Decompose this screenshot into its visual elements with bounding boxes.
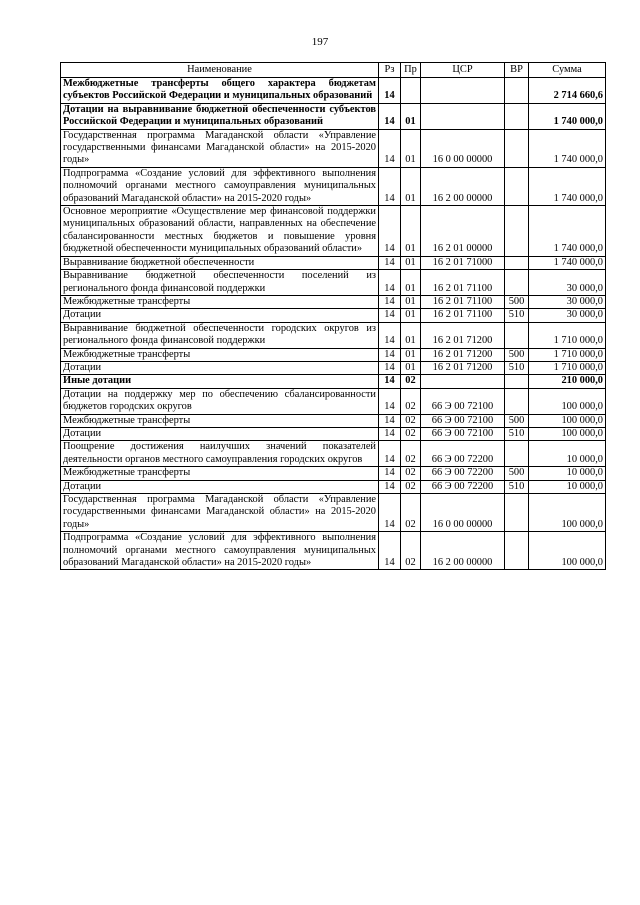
- cell-csr: 16 2 00 00000: [421, 167, 505, 205]
- cell-csr: 16 0 00 00000: [421, 129, 505, 167]
- cell-csr: 66 Э 00 72200: [421, 467, 505, 480]
- table-row: [61, 322, 606, 348]
- table-row: [61, 414, 606, 427]
- cell-sum: 2 714 660,6: [529, 78, 606, 104]
- cell-csr: 66 Э 00 72100: [421, 388, 505, 414]
- cell-vr: 510: [505, 480, 529, 493]
- cell-csr: 16 2 01 71000: [421, 256, 505, 269]
- cell-vr: [505, 167, 529, 205]
- cell-sum: 30 000,0: [529, 309, 606, 322]
- cell-rz: 14: [379, 256, 401, 269]
- table-row: [61, 480, 606, 493]
- cell-sum: 100 000,0: [529, 494, 606, 532]
- cell-pr: 01: [401, 129, 421, 167]
- cell-rz: 14: [379, 322, 401, 348]
- table-row: [61, 494, 606, 532]
- cell-vr: 510: [505, 309, 529, 322]
- cell-rz: 14: [379, 309, 401, 322]
- cell-pr: 01: [401, 270, 421, 296]
- cell-name: Межбюджетные трансферты: [61, 414, 379, 427]
- budget-table: [60, 62, 606, 570]
- cell-name: Дотации: [61, 427, 379, 440]
- cell-name: Выравнивание бюджетной обеспеченности городских округов из регионального фонда финансовой поддержки: [61, 322, 379, 348]
- cell-sum: 10 000,0: [529, 467, 606, 480]
- table-row: [61, 532, 606, 570]
- table-header-row: [61, 63, 606, 78]
- cell-sum: 1 740 000,0: [529, 256, 606, 269]
- cell-rz: 14: [379, 103, 401, 129]
- cell-vr: 510: [505, 427, 529, 440]
- table-row: [61, 361, 606, 374]
- cell-sum: 30 000,0: [529, 270, 606, 296]
- cell-pr: 02: [401, 427, 421, 440]
- cell-name: Межбюджетные трансферты: [61, 348, 379, 361]
- table-row: [61, 206, 606, 257]
- cell-rz: 14: [379, 480, 401, 493]
- cell-vr: [505, 322, 529, 348]
- cell-vr: [505, 441, 529, 467]
- cell-name: Дотации на выравнивание бюджетной обеспеченности субъектов Российской Федерации и муниципальных образований: [61, 103, 379, 129]
- cell-pr: 01: [401, 348, 421, 361]
- table-row: [61, 256, 606, 269]
- cell-pr: 01: [401, 103, 421, 129]
- cell-rz: 14: [379, 467, 401, 480]
- table-row: [61, 103, 606, 129]
- cell-rz: 14: [379, 206, 401, 257]
- cell-rz: 14: [379, 441, 401, 467]
- cell-csr: 66 Э 00 72100: [421, 427, 505, 440]
- table-row: [61, 427, 606, 440]
- cell-name: Иные дотации: [61, 375, 379, 388]
- cell-csr: 66 Э 00 72200: [421, 480, 505, 493]
- table-row: [61, 375, 606, 388]
- cell-pr: 02: [401, 532, 421, 570]
- cell-vr: [505, 375, 529, 388]
- cell-sum: 1 710 000,0: [529, 361, 606, 374]
- cell-name: Дотации: [61, 361, 379, 374]
- cell-csr: 66 Э 00 72200: [421, 441, 505, 467]
- cell-vr: [505, 103, 529, 129]
- table-row: [61, 441, 606, 467]
- cell-pr: 01: [401, 167, 421, 205]
- header-name: Наименование: [61, 63, 379, 78]
- cell-csr: 16 2 00 00000: [421, 532, 505, 570]
- cell-vr: [505, 129, 529, 167]
- cell-csr: 16 2 01 71100: [421, 309, 505, 322]
- cell-name: Подпрограмма «Создание условий для эффективного выполнения полномочий органами местного самоуправления муниципальных образований Магаданской области» на 2015-2020 годы»: [61, 532, 379, 570]
- cell-vr: [505, 206, 529, 257]
- cell-name: Государственная программа Магаданской области «Управление государственными финансами Магаданской области» на 2015-2020 годы»: [61, 129, 379, 167]
- cell-vr: 500: [505, 295, 529, 308]
- cell-rz: 14: [379, 129, 401, 167]
- cell-sum: 1 740 000,0: [529, 167, 606, 205]
- table-row: [61, 167, 606, 205]
- cell-csr: 16 2 01 71200: [421, 348, 505, 361]
- cell-name: Межбюджетные трансферты: [61, 295, 379, 308]
- header-vr: ВР: [505, 63, 529, 78]
- header-pr: Пр: [401, 63, 421, 78]
- cell-sum: 100 000,0: [529, 388, 606, 414]
- cell-rz: 14: [379, 348, 401, 361]
- cell-rz: 14: [379, 427, 401, 440]
- cell-sum: 100 000,0: [529, 414, 606, 427]
- cell-sum: 30 000,0: [529, 295, 606, 308]
- header-sum: Сумма: [529, 63, 606, 78]
- cell-pr: 01: [401, 309, 421, 322]
- cell-name: Выравнивание бюджетной обеспеченности поселений из регионального фонда финансовой поддержки: [61, 270, 379, 296]
- cell-vr: [505, 78, 529, 104]
- cell-csr: 16 2 01 71200: [421, 361, 505, 374]
- table-row: [61, 309, 606, 322]
- cell-vr: [505, 270, 529, 296]
- cell-sum: 1 740 000,0: [529, 103, 606, 129]
- cell-sum: 100 000,0: [529, 532, 606, 570]
- cell-pr: 02: [401, 467, 421, 480]
- cell-rz: 14: [379, 494, 401, 532]
- cell-name: Выравнивание бюджетной обеспеченности: [61, 256, 379, 269]
- cell-sum: 210 000,0: [529, 375, 606, 388]
- cell-vr: 510: [505, 361, 529, 374]
- cell-sum: 1 740 000,0: [529, 206, 606, 257]
- cell-sum: 1 710 000,0: [529, 322, 606, 348]
- cell-pr: 02: [401, 480, 421, 493]
- cell-name: Дотации: [61, 480, 379, 493]
- cell-rz: 14: [379, 78, 401, 104]
- cell-name: Дотации: [61, 309, 379, 322]
- table-row: [61, 467, 606, 480]
- cell-pr: 01: [401, 206, 421, 257]
- cell-csr: [421, 103, 505, 129]
- header-rz: Рз: [379, 63, 401, 78]
- cell-pr: 01: [401, 322, 421, 348]
- table-row: [61, 129, 606, 167]
- cell-sum: 100 000,0: [529, 427, 606, 440]
- cell-rz: 14: [379, 295, 401, 308]
- cell-rz: 14: [379, 532, 401, 570]
- cell-csr: 16 2 01 71100: [421, 270, 505, 296]
- cell-vr: [505, 256, 529, 269]
- cell-pr: 02: [401, 441, 421, 467]
- cell-rz: 14: [379, 167, 401, 205]
- cell-pr: 01: [401, 361, 421, 374]
- cell-vr: 500: [505, 467, 529, 480]
- cell-csr: 16 2 01 71200: [421, 322, 505, 348]
- cell-csr: [421, 375, 505, 388]
- cell-name: Межбюджетные трансферты общего характера бюджетам субъектов Российской Федерации и муниципальных образований: [61, 78, 379, 104]
- cell-rz: 14: [379, 375, 401, 388]
- cell-name: Подпрограмма «Создание условий для эффективного выполнения полномочий органами местного самоуправления муниципальных образований Магаданской области» на 2015-2020 годы»: [61, 167, 379, 205]
- cell-pr: 01: [401, 256, 421, 269]
- cell-csr: 66 Э 00 72100: [421, 414, 505, 427]
- cell-csr: 16 0 00 00000: [421, 494, 505, 532]
- cell-sum: 1 710 000,0: [529, 348, 606, 361]
- cell-vr: 500: [505, 414, 529, 427]
- cell-name: Поощрение достижения наилучших значений показателей деятельности органов местного самоуправления городских округов: [61, 441, 379, 467]
- cell-vr: [505, 388, 529, 414]
- cell-pr: 02: [401, 414, 421, 427]
- cell-sum: 10 000,0: [529, 480, 606, 493]
- cell-csr: 16 2 01 71100: [421, 295, 505, 308]
- table-row: [61, 270, 606, 296]
- cell-rz: 14: [379, 361, 401, 374]
- table-row: [61, 78, 606, 104]
- cell-sum: 1 740 000,0: [529, 129, 606, 167]
- cell-vr: 500: [505, 348, 529, 361]
- cell-name: Основное мероприятие «Осуществление мер финансовой поддержки муниципальных образований области, направленных на обеспечение сбалансированности местных бюджетов и повышение уровня бюджетной обеспеченности муниципальных образований области»: [61, 206, 379, 257]
- header-csr: ЦСР: [421, 63, 505, 78]
- cell-pr: 02: [401, 494, 421, 532]
- cell-name: Государственная программа Магаданской области «Управление государственными финансами Магаданской области» на 2015-2020 годы»: [61, 494, 379, 532]
- cell-vr: [505, 532, 529, 570]
- cell-pr: 02: [401, 388, 421, 414]
- cell-rz: 14: [379, 414, 401, 427]
- cell-pr: 02: [401, 375, 421, 388]
- cell-pr: 01: [401, 295, 421, 308]
- table-row: [61, 348, 606, 361]
- cell-name: Дотации на поддержку мер по обеспечению сбалансированности бюджетов городских округов: [61, 388, 379, 414]
- cell-csr: [421, 78, 505, 104]
- table-row: [61, 295, 606, 308]
- cell-sum: 10 000,0: [529, 441, 606, 467]
- cell-rz: 14: [379, 388, 401, 414]
- table-body: [61, 78, 606, 570]
- cell-pr: [401, 78, 421, 104]
- table-row: [61, 388, 606, 414]
- cell-rz: 14: [379, 270, 401, 296]
- cell-vr: [505, 494, 529, 532]
- page-number: 197: [311, 36, 329, 48]
- cell-csr: 16 2 01 00000: [421, 206, 505, 257]
- cell-name: Межбюджетные трансферты: [61, 467, 379, 480]
